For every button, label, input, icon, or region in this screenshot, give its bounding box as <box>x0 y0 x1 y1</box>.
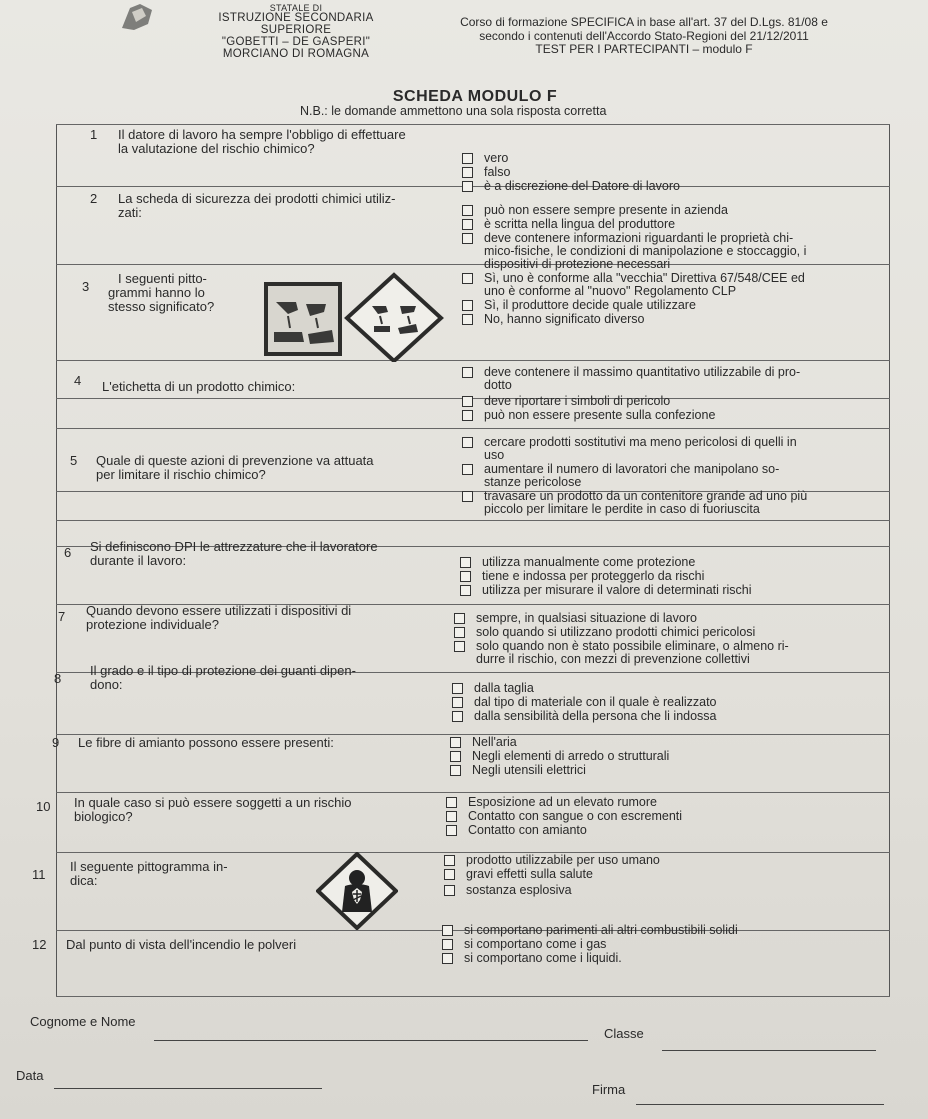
checkbox[interactable] <box>462 181 473 192</box>
checkbox[interactable] <box>444 885 455 896</box>
corrosive-clp-pictogram-icon <box>344 272 444 362</box>
question-text: grammi hanno lo <box>108 285 205 300</box>
row-divider <box>56 124 890 125</box>
answer-text: si comportano come i liquidi. <box>464 951 622 965</box>
question-5 <box>70 453 456 482</box>
answer-option[interactable] <box>462 166 882 179</box>
answer-text: è scritta nella lingua del produttore <box>484 217 676 231</box>
answer-text-cont: mico-fisiche, le condizioni di manipolazione e stoccaggio, i <box>484 244 807 258</box>
answer-text: può non essere presente sulla confezione <box>484 408 716 422</box>
question-number: 5 <box>70 453 78 468</box>
checkbox[interactable] <box>450 751 461 762</box>
checkbox[interactable] <box>462 300 473 311</box>
checkbox[interactable] <box>442 925 453 936</box>
answer-text: travasare un prodotto da un contenitore grande ad uno più <box>484 489 808 503</box>
answer-option[interactable] <box>450 764 880 777</box>
answer-text: Sì, uno è conforme alla "vecchia" Direttiva 67/548/CEE ed <box>484 271 805 285</box>
answer-text: Negli elementi di arredo o strutturali <box>472 749 670 763</box>
question-text: Si definiscono DPI le attrezzature che il lavoratore <box>90 539 378 554</box>
answer-text: deve riportare i simboli di pericolo <box>484 394 671 408</box>
answer-option[interactable] <box>442 938 872 951</box>
answers-9 <box>450 736 880 778</box>
question-9 <box>52 735 438 750</box>
answer-option[interactable] <box>462 299 882 312</box>
answer-text: sostanza esplosiva <box>466 883 572 897</box>
answers-2 <box>462 204 882 272</box>
answer-option[interactable] <box>462 395 882 408</box>
answers-10 <box>446 796 876 838</box>
school-logo-icon <box>118 2 160 32</box>
question-text: I seguenti pitto- <box>118 271 207 286</box>
course-line: TEST PER I PARTECIPANTI – modulo F <box>535 42 753 56</box>
answer-text: dal tipo di materiale con il quale è realizzato <box>474 695 717 709</box>
class-field[interactable] <box>662 1050 876 1051</box>
answer-text: utilizza per misurare il valore di determinati rischi <box>482 583 752 597</box>
answer-text: gravi effetti sulla salute <box>466 867 593 881</box>
checkbox[interactable] <box>450 765 461 776</box>
checkbox[interactable] <box>462 273 473 284</box>
answer-text-cont: dispositivi di protezione necessari <box>484 257 671 271</box>
question-number: 8 <box>54 671 62 686</box>
row-divider <box>56 428 890 429</box>
answer-option[interactable] <box>442 952 872 965</box>
course-info <box>414 16 874 57</box>
answer-option[interactable] <box>452 696 882 709</box>
row-divider <box>56 360 890 361</box>
answer-option[interactable] <box>450 736 880 749</box>
answer-text: può non essere sempre presente in azienda <box>484 203 728 217</box>
corrosive-old-pictogram-icon <box>262 280 344 358</box>
answer-option[interactable] <box>462 463 882 489</box>
question-text: La scheda di sicurezza dei prodotti chimici utiliz- <box>118 191 396 206</box>
checkbox[interactable] <box>454 613 465 624</box>
answer-option[interactable] <box>462 313 882 326</box>
checkbox[interactable] <box>462 367 473 378</box>
question-text: biologico? <box>74 809 133 824</box>
answer-option[interactable] <box>452 710 882 723</box>
answer-text: Negli utensili elettrici <box>472 763 586 777</box>
row-divider <box>56 520 890 521</box>
answer-option[interactable] <box>446 796 876 809</box>
class-label: Classe <box>604 1026 644 1041</box>
checkbox[interactable] <box>454 627 465 638</box>
checkbox[interactable] <box>460 571 471 582</box>
question-number: 7 <box>58 609 66 624</box>
answer-option[interactable] <box>462 232 882 271</box>
question-2 <box>90 191 458 220</box>
answer-text-cont: uso <box>484 448 505 462</box>
question-text: dica: <box>70 873 98 888</box>
question-3 <box>82 271 258 314</box>
answer-option[interactable] <box>462 152 882 165</box>
answer-text: Contatto con sangue o con escrementi <box>468 809 683 823</box>
answer-text: vero <box>484 151 509 165</box>
name-field[interactable] <box>154 1040 588 1041</box>
question-text: Il datore di lavoro ha sempre l'obbligo di effettuare <box>118 127 406 142</box>
answer-text: dalla sensibilità della persona che li indossa <box>474 709 717 723</box>
signature-label: Firma <box>592 1082 626 1097</box>
answers-11 <box>444 854 874 898</box>
answer-option[interactable] <box>460 556 880 569</box>
answer-text: utilizza manualmente come protezione <box>482 555 696 569</box>
answers-3 <box>462 272 882 327</box>
answer-text: cercare prodotti sostitutivi ma meno pericolosi di quelli in <box>484 435 797 449</box>
checkbox[interactable] <box>460 557 471 568</box>
signature-field[interactable] <box>636 1104 884 1105</box>
checkbox[interactable] <box>462 410 473 421</box>
answers-5 <box>462 436 882 517</box>
answer-option[interactable] <box>444 884 874 897</box>
question-text: durante il lavoro: <box>90 553 187 568</box>
question-number: 10 <box>36 799 51 814</box>
question-10 <box>36 795 434 824</box>
checkbox[interactable] <box>462 491 473 502</box>
question-number: 12 <box>32 937 47 952</box>
answer-text: deve contenere informazioni riguardanti le proprietà chi- <box>484 231 794 245</box>
question-text: per limitare il rischio chimico? <box>96 467 266 482</box>
answers-12 <box>442 924 872 966</box>
answer-option[interactable] <box>462 272 882 298</box>
answer-option[interactable] <box>454 612 884 625</box>
answer-option[interactable] <box>462 409 882 422</box>
question-text: zati: <box>118 205 142 220</box>
checkbox[interactable] <box>452 711 463 722</box>
answer-option[interactable] <box>450 750 880 763</box>
question-number: 3 <box>82 279 90 294</box>
checkbox[interactable] <box>446 797 457 808</box>
question-text: Il seguente pittogramma in- <box>70 859 228 874</box>
checkbox[interactable] <box>442 939 453 950</box>
answer-text: solo quando non è stato possibile eliminare, o almeno ri- <box>476 639 789 653</box>
checkbox[interactable] <box>462 233 473 244</box>
answer-text: Nell'aria <box>472 735 517 749</box>
question-number: 9 <box>52 735 60 750</box>
checkbox[interactable] <box>462 153 473 164</box>
question-number: 2 <box>90 191 98 206</box>
answer-option[interactable] <box>460 584 880 597</box>
question-8 <box>54 663 430 692</box>
answer-text-cont: durre il rischio, con mezzi di prevenzione collettivi <box>476 652 750 666</box>
date-label: Data <box>16 1068 44 1083</box>
answer-option[interactable] <box>446 810 876 823</box>
checkbox[interactable] <box>462 219 473 230</box>
question-text: protezione individuale? <box>86 617 219 632</box>
question-text: Quando devono essere utilizzati i dispositivi di <box>86 603 352 618</box>
answer-text-cont: uno è conforme al "nuovo" Regolamento CLP <box>484 284 737 298</box>
date-field[interactable] <box>54 1088 322 1089</box>
question-text: In quale caso si può essere soggetti a un rischio <box>74 795 352 810</box>
question-text: stesso significato? <box>108 299 215 314</box>
answer-text: tiene e indossa per proteggerlo da rischi <box>482 569 705 583</box>
school-line: ISTRUZIONE SECONDARIA <box>218 12 374 24</box>
checkbox[interactable] <box>452 683 463 694</box>
answer-option[interactable] <box>442 924 872 937</box>
answer-text: Contatto con amianto <box>468 823 587 837</box>
answer-text: è a discrezione del Datore di lavoro <box>484 179 680 193</box>
checkbox[interactable] <box>462 437 473 448</box>
answer-option[interactable] <box>462 436 882 462</box>
question-text: la valutazione del rischio chimico? <box>118 141 315 156</box>
question-11 <box>32 859 290 888</box>
answer-text-cont: piccolo per limitare le perdite in caso di fuoriuscita <box>484 502 760 516</box>
checkbox[interactable] <box>454 641 465 652</box>
answer-text: dalla taglia <box>474 681 534 695</box>
school-line: MORCIANO DI ROMAGNA <box>222 48 370 60</box>
row-divider <box>56 792 890 793</box>
row-divider <box>56 996 890 997</box>
answer-text: si comportano come i gas <box>464 937 607 951</box>
checkbox[interactable] <box>444 869 455 880</box>
answer-option[interactable] <box>462 490 882 516</box>
checkbox[interactable] <box>446 811 457 822</box>
question-1 <box>90 127 458 156</box>
answer-text: aumentare il numero di lavoratori che manipolano so- <box>484 462 780 476</box>
checkbox[interactable] <box>462 396 473 407</box>
checkbox[interactable] <box>462 464 473 475</box>
answer-option[interactable] <box>460 570 880 583</box>
answer-text: falso <box>484 165 511 179</box>
school-line: "GOBETTI – DE GASPERI" <box>221 36 371 48</box>
answer-option[interactable] <box>446 824 876 837</box>
checkbox[interactable] <box>442 953 453 964</box>
question-text: Quale di queste azioni di prevenzione va attuata <box>96 453 374 468</box>
health-hazard-pictogram-icon <box>316 852 398 930</box>
answers-7 <box>454 612 884 667</box>
answer-option[interactable] <box>454 640 884 666</box>
answer-text: Sì, il produttore decide quale utilizzare <box>484 298 696 312</box>
name-label: Cognome e Nome <box>30 1014 136 1029</box>
question-12 <box>32 937 426 952</box>
answer-text: deve contenere il massimo quantitativo utilizzabile di pro- <box>484 365 801 379</box>
answer-text: No, hanno significato diverso <box>484 312 645 326</box>
instructions-note: N.B.: le domande ammettono una sola risposta corretta <box>300 104 607 118</box>
checkbox[interactable] <box>446 825 457 836</box>
answers-8 <box>452 682 882 724</box>
checkbox[interactable] <box>462 205 473 216</box>
answer-option[interactable] <box>444 854 874 867</box>
question-text: dono: <box>90 677 123 692</box>
page-title: SCHEDA MODULO F <box>392 88 558 105</box>
answer-text: sempre, in qualsiasi situazione di lavoro <box>476 611 697 625</box>
question-text: L'etichetta di un prodotto chimico: <box>102 379 296 394</box>
checkbox[interactable] <box>444 855 455 866</box>
answer-option[interactable] <box>444 868 874 881</box>
checkbox[interactable] <box>452 697 463 708</box>
answer-text-cont: stanze pericolose <box>484 475 582 489</box>
answer-option[interactable] <box>462 218 882 231</box>
school-line: STATALE DI <box>269 3 323 13</box>
question-6 <box>64 539 450 568</box>
question-number: 1 <box>90 127 98 142</box>
answer-option[interactable] <box>462 204 882 217</box>
answers-1 <box>462 152 882 194</box>
school-name <box>196 4 396 60</box>
checkbox[interactable] <box>462 167 473 178</box>
question-4 <box>74 373 452 394</box>
course-line: Corso di formazione SPECIFICA in base all'art. 37 del D.Lgs. 81/08 e <box>460 15 828 29</box>
answer-text: Esposizione ad un elevato rumore <box>468 795 658 809</box>
answer-option[interactable] <box>462 180 882 193</box>
checkbox[interactable] <box>462 314 473 325</box>
answers-4 <box>462 366 882 423</box>
answer-text: solo quando si utilizzano prodotti chimici pericolosi <box>476 625 756 639</box>
answer-option[interactable] <box>462 366 882 392</box>
question-number: 11 <box>32 867 46 882</box>
course-line: secondo i contenuti dell'Accordo Stato-Regioni del 21/12/2011 <box>479 28 809 43</box>
answer-text: prodotto utilizzabile per uso umano <box>466 853 660 867</box>
question-text: Il grado e il tipo di protezione dei guanti dipen- <box>90 663 356 678</box>
school-line: SUPERIORE <box>260 24 332 36</box>
question-number: 4 <box>74 373 82 388</box>
question-7 <box>58 603 446 632</box>
answer-option[interactable] <box>454 626 884 639</box>
answer-text: si comportano parimenti ali altri combustibili solidi <box>464 923 738 937</box>
answer-text-cont: dotto <box>484 378 512 392</box>
checkbox[interactable] <box>450 737 461 748</box>
question-text: Le fibre di amianto possono essere presenti: <box>78 735 334 750</box>
question-number: 6 <box>64 545 72 560</box>
checkbox[interactable] <box>460 585 471 596</box>
question-text: Dal punto di vista dell'incendio le polveri <box>66 937 297 952</box>
answer-option[interactable] <box>452 682 882 695</box>
answers-6 <box>460 556 880 598</box>
